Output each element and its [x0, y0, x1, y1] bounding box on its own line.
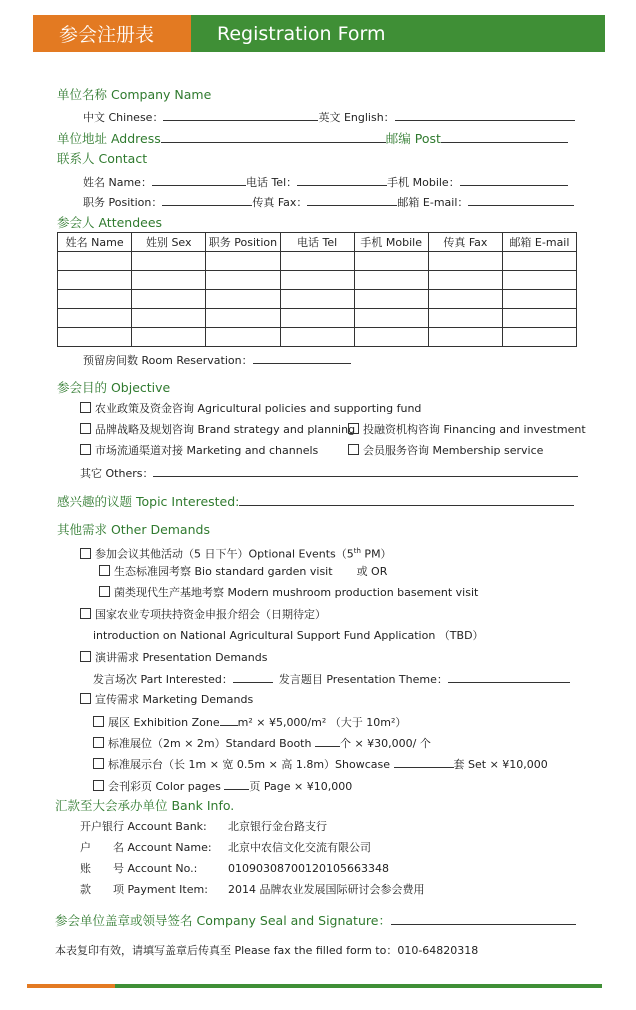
bank-heading: 汇款至大会承办单位 Bank Info.: [55, 798, 235, 813]
position-field[interactable]: [162, 194, 252, 206]
checkbox[interactable]: [93, 737, 104, 748]
part-field[interactable]: [233, 671, 273, 683]
checkbox[interactable]: [80, 548, 91, 559]
col-header: 电话 Tel: [280, 233, 354, 252]
bank-label: 账 号 Account No.:: [80, 862, 198, 875]
checkbox[interactable]: [80, 608, 91, 619]
english-field[interactable]: [395, 109, 575, 121]
mushroom-label: 菌类现代生产基地考察 Modern mushroom production basement visit: [114, 586, 479, 599]
checkbox[interactable]: [99, 565, 110, 576]
checkbox[interactable]: [80, 444, 91, 455]
email-label: 邮箱 E-mail：: [397, 196, 469, 209]
showcase-field[interactable]: [394, 756, 454, 768]
checkbox[interactable]: [93, 780, 104, 791]
booth-label: 标准展位（2m × 2m）Standard Booth: [108, 737, 315, 750]
theme-label: 发言题目 Presentation Theme：: [278, 673, 448, 686]
table-header-row: [58, 233, 577, 252]
header-banner: [33, 15, 605, 52]
bank-label: 户 名 Account Name:: [80, 841, 212, 854]
bank-value: 2014 品牌农业发展国际研讨会参会费用: [228, 883, 425, 896]
bank-value: 01090308700120105663348: [228, 862, 389, 875]
email-field[interactable]: [468, 194, 574, 206]
checkbox[interactable]: [80, 693, 91, 704]
room-label: 预留房间数 Room Reservation：: [83, 354, 253, 367]
others-label: 其它 Others：: [80, 467, 154, 480]
title-en: Registration Form: [191, 15, 605, 52]
table-row[interactable]: [58, 271, 577, 290]
post-label: 邮编 Post: [385, 131, 441, 146]
part-label: 发言场次 Part Interested：: [93, 673, 233, 686]
presentation-label: 演讲需求 Presentation Demands: [95, 651, 268, 664]
seal-field[interactable]: [391, 913, 576, 925]
fund-label: 国家农业专项扶持资金申报介绍会（日期待定）: [95, 608, 326, 621]
name-label: 姓名 Name：: [83, 176, 152, 189]
zone-price: m² × ¥5,000/m² （大于 10m²）: [237, 716, 407, 729]
checkbox[interactable]: [93, 758, 104, 769]
objective-item: 会员服务咨询 Membership service: [363, 444, 544, 457]
fax-note: 本表复印有效，请填写盖章后传真至 Please fax the filled form to：010-64820318: [55, 944, 479, 957]
col-header: 职务 Position: [206, 233, 280, 252]
objective-item: 农业政策及资金咨询 Agricultural policies and supporting fund: [95, 402, 422, 415]
checkbox[interactable]: [80, 402, 91, 413]
name-field[interactable]: [152, 174, 246, 186]
bank-label: 开户银行 Account Bank:: [80, 820, 207, 833]
col-header: 传真 Fax: [428, 233, 502, 252]
address-field[interactable]: [161, 131, 386, 143]
topic-label: 感兴趣的议题 Topic Interested:: [57, 494, 240, 509]
showcase-price: 套 Set × ¥10,000: [453, 758, 548, 771]
col-header: 邮箱 E-mail: [502, 233, 576, 252]
attendees-heading: 参会人 Attendees: [57, 215, 163, 230]
table-row[interactable]: [58, 252, 577, 271]
attendees-table: [57, 232, 577, 347]
theme-field[interactable]: [448, 671, 570, 683]
post-field[interactable]: [441, 131, 568, 143]
chinese-label: 中文 Chinese：: [83, 111, 164, 124]
or-label: 或 OR: [356, 565, 388, 578]
english-label: 英文 English：: [318, 111, 395, 124]
bank-value: 北京中农信文化交流有限公司: [228, 841, 371, 854]
booth-field[interactable]: [315, 735, 340, 747]
col-header: 姓名 Name: [58, 233, 132, 252]
company-heading: 单位名称 Company Name: [57, 87, 212, 102]
marketing-label: 宣传需求 Marketing Demands: [95, 693, 254, 706]
fax-field[interactable]: [307, 194, 397, 206]
showcase-label: 标准展示台（长 1m × 宽 0.5m × 高 1.8m）Showcase: [108, 758, 394, 771]
bank-label: 款 项 Payment Item:: [80, 883, 208, 896]
room-field[interactable]: [253, 352, 351, 364]
objective-item: 投融资机构咨询 Financing and investment: [363, 423, 586, 436]
booth-price: 个 × ¥30,000/ 个: [339, 737, 431, 750]
checkbox[interactable]: [348, 423, 359, 434]
events-label: 参加会议其他活动（5 日下午）Optional Events（5: [95, 547, 354, 561]
garden-label: 生态标准园考察 Bio standard garden visit: [114, 565, 333, 578]
contact-heading: 联系人 Contact: [57, 151, 148, 166]
pages-label: 会刊彩页 Color pages: [108, 780, 225, 793]
col-header: 姓别 Sex: [132, 233, 206, 252]
table-row[interactable]: [58, 309, 577, 328]
pages-field[interactable]: [224, 778, 249, 790]
fax-label: 传真 Fax：: [252, 196, 308, 209]
col-header: 手机 Mobile: [354, 233, 428, 252]
address-label: 单位地址 Address: [57, 131, 161, 146]
superscript: th: [353, 547, 361, 555]
checkbox[interactable]: [80, 651, 91, 662]
footer-bar: [27, 984, 602, 988]
zone-field[interactable]: [220, 714, 238, 726]
position-label: 职务 Position：: [83, 196, 163, 209]
seal-label: 参会单位盖章或领导签名 Company Seal and Signature：: [55, 913, 391, 928]
bank-value: 北京银行金台路支行: [228, 820, 327, 833]
objective-item: 市场流通渠道对接 Marketing and channels: [95, 444, 319, 457]
tel-field[interactable]: [297, 174, 387, 186]
title-cn: 参会注册表: [33, 15, 191, 52]
pages-price: 页 Page × ¥10,000: [249, 780, 353, 793]
mobile-field[interactable]: [460, 174, 568, 186]
checkbox[interactable]: [80, 423, 91, 434]
objective-heading: 参会目的 Objective: [57, 380, 171, 395]
others-field[interactable]: [153, 465, 578, 477]
tel-label: 电话 Tel：: [245, 176, 298, 189]
mobile-label: 手机 Mobile：: [387, 176, 460, 189]
checkbox[interactable]: [348, 444, 359, 455]
other-heading: 其他需求 Other Demands: [57, 522, 210, 537]
checkbox[interactable]: [99, 586, 110, 597]
events-label-end: PM）: [360, 547, 392, 561]
topic-field[interactable]: [239, 494, 574, 506]
table-row[interactable]: [58, 328, 577, 347]
checkbox[interactable]: [93, 716, 104, 727]
zone-label: 展区 Exhibition Zone: [108, 716, 220, 729]
table-row[interactable]: [58, 290, 577, 309]
fund-label-en: introduction on National Agricultural Support Fund Application （TBD）: [93, 629, 484, 642]
objective-item: 品牌战略及规划咨询 Brand strategy and planning: [95, 423, 356, 436]
chinese-field[interactable]: [163, 109, 318, 121]
